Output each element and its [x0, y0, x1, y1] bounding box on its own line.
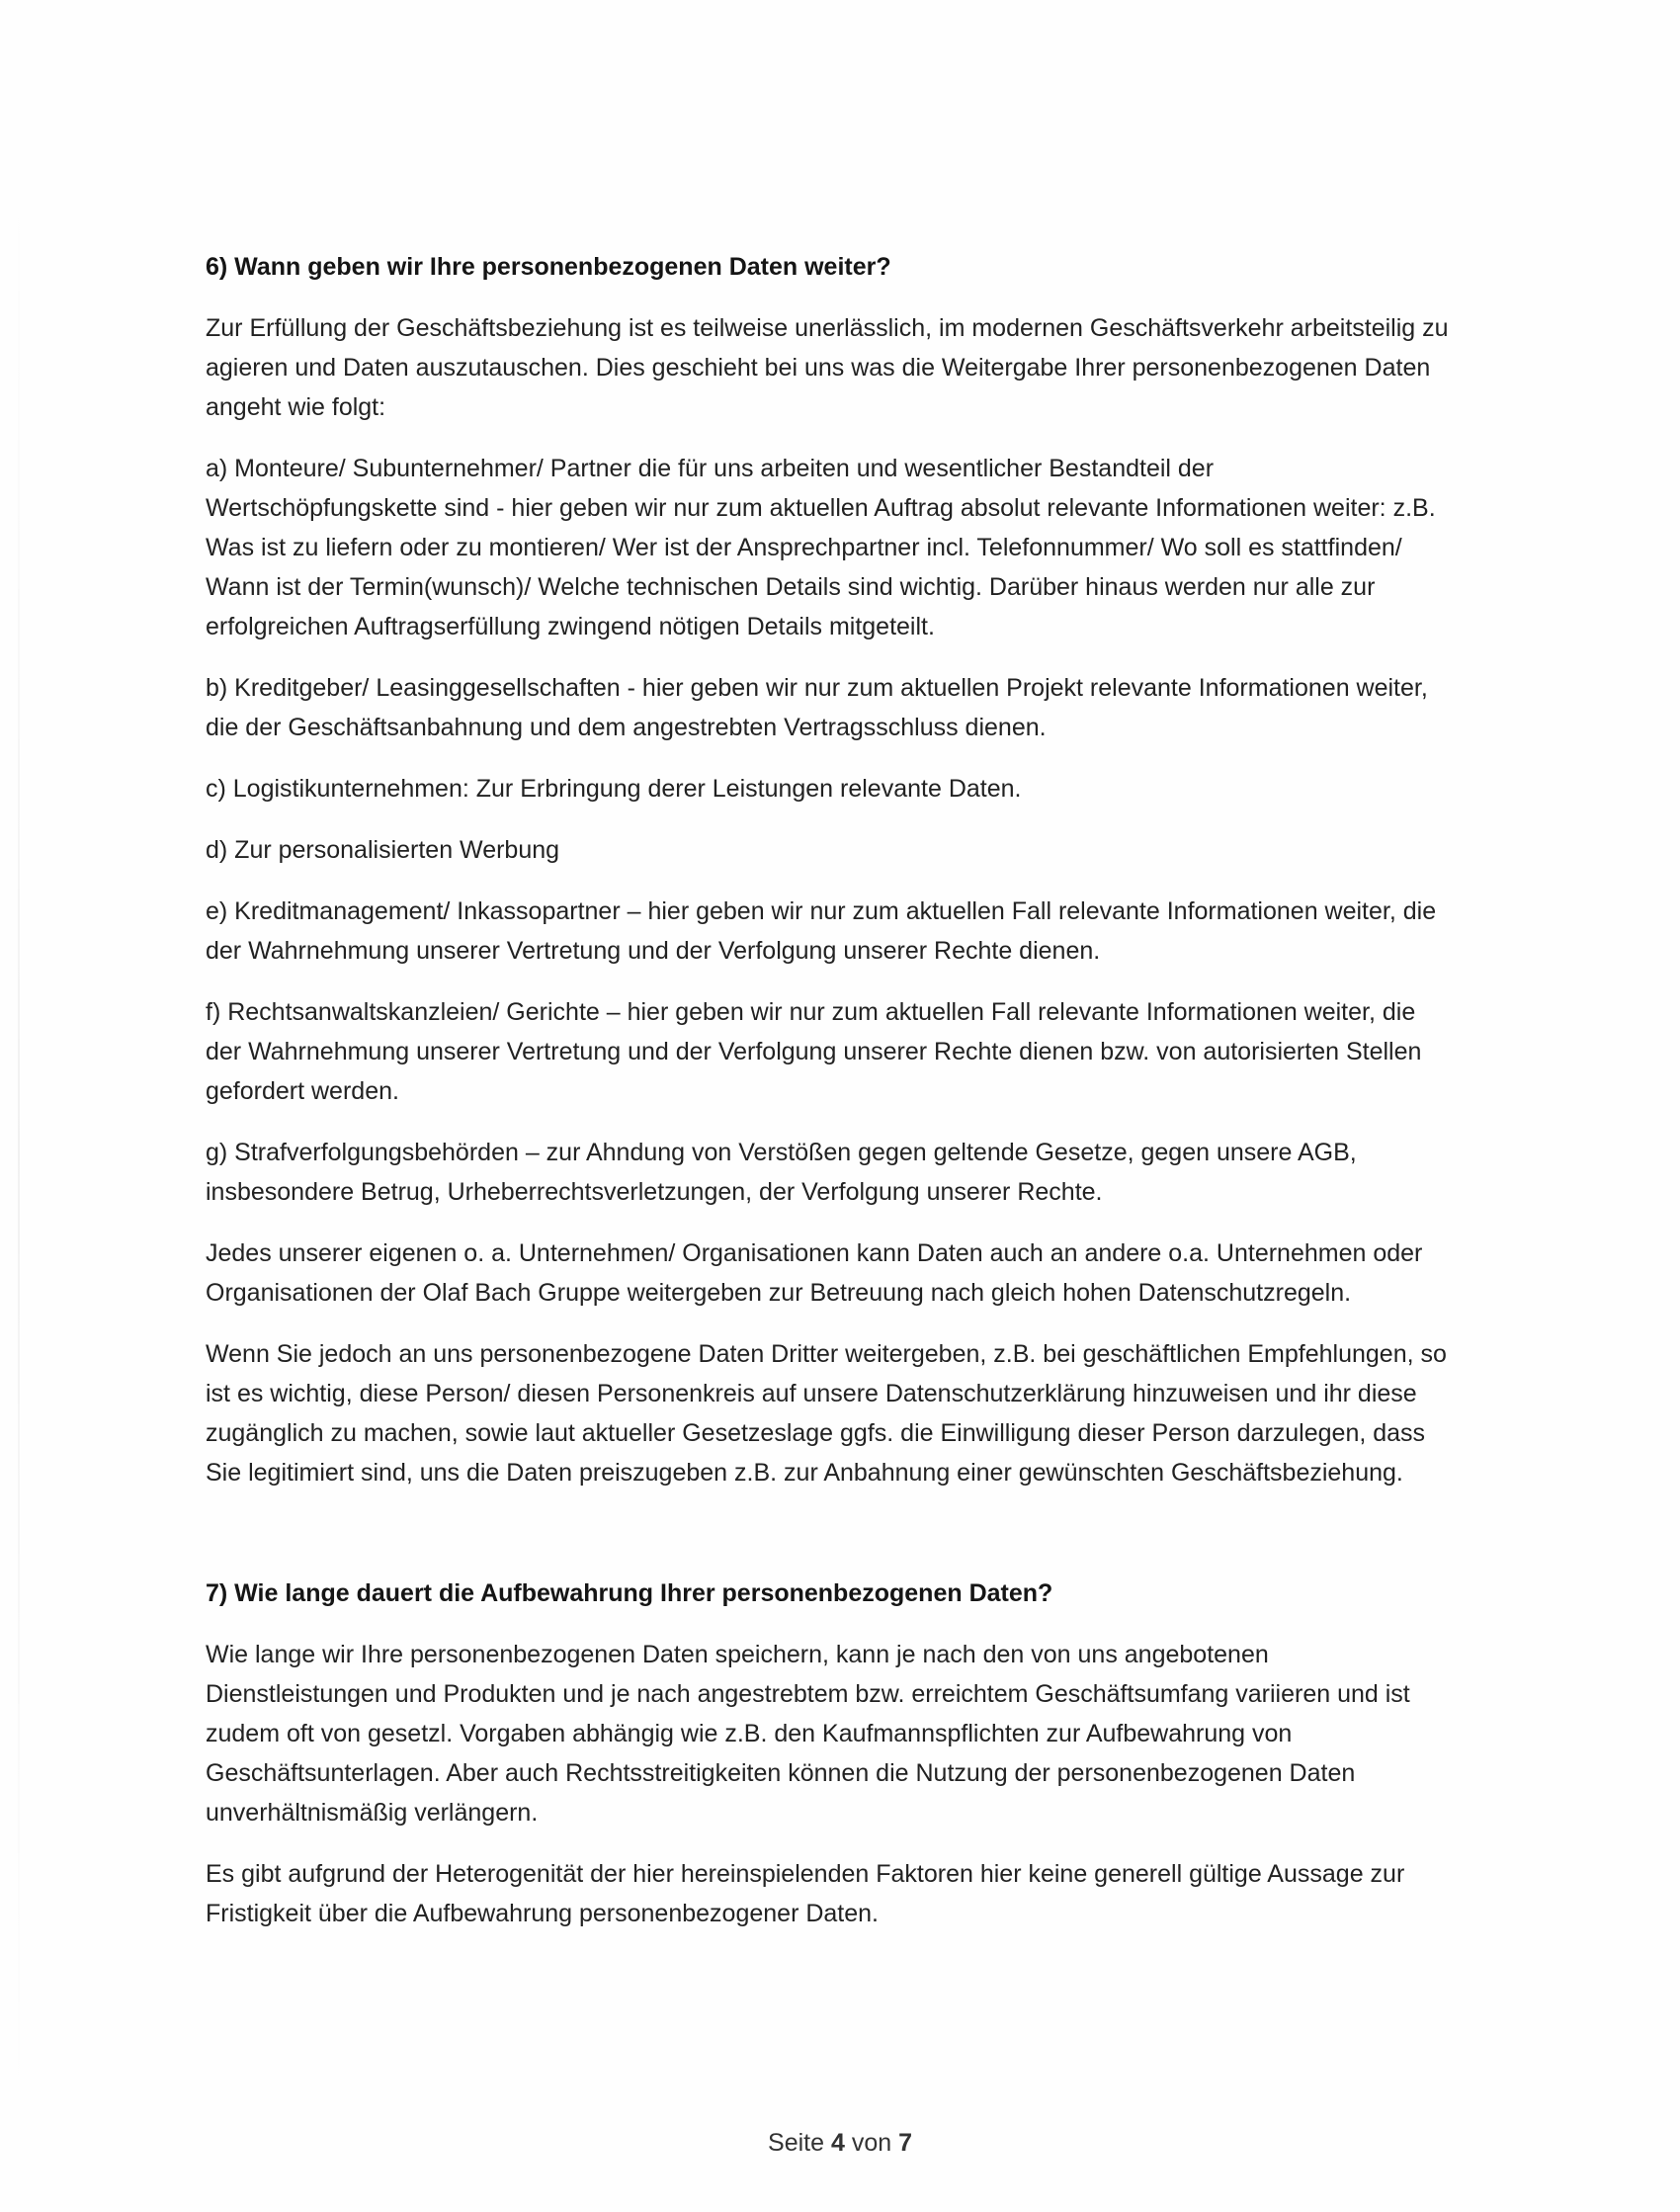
section-6-heading: 6) Wann geben wir Ihre personenbezogenen Daten weiter? — [206, 253, 891, 281]
list-item-e: e) Kreditmanagement/ Inkassopartner – hier geben wir nur zum aktuellen Fall relevante Informationen weiter, die der Wahrnehmung unserer Vertretung und der Verfolgung unserer Rechte dienen. — [206, 897, 1437, 965]
section-6-intro: Zur Erfüllung der Geschäftsbeziehung ist es teilweise unerlässlich, im modernen Geschäftsverkehr arbeitsteilig zu agieren und Daten auszutauschen. Dies geschieht bei uns was die Weitergabe Ihrer personenbezogenen Daten angeht wie folgt: — [206, 314, 1449, 421]
list-item-f: f) Rechtsanwaltskanzleien/ Gerichte – hier geben wir nur zum aktuellen Fall relevante Informationen weiter, die der Wahrnehmung unserer Vertretung und der Verfolgung unserer Rechte dienen bzw. von autorisierten Stellen gefordert werden. — [206, 998, 1422, 1105]
section-7-paragraph-1: Wie lange wir Ihre personenbezogenen Daten speichern, kann je nach den von uns angebotenen Dienstleistungen und Produkten und je nach angestrebtem bzw. erreichtem Geschäftsumfang variieren und ist zudem oft von gesetzl. Vorgaben abhängig wie z.B. den Kaufmannspflichten zur Aufbewahrung von Geschäftsunterlagen. Aber auch Rechtsstreitigkeiten können die Nutzung der personenbezogenen Daten unverhältnismäßig verlängern. — [206, 1641, 1410, 1827]
section-spacer — [206, 1514, 1451, 1574]
list-item-g: g) Strafverfolgungsbehörden – zur Ahndung von Verstößen gegen geltende Gesetze, gegen unsere AGB, insbesondere Betrug, Urheberrechtsverletzungen, der Verfolgung unserer Rechte. — [206, 1139, 1357, 1206]
section-7-heading: 7) Wie lange dauert die Aufbewahrung Ihrer personenbezogenen Daten? — [206, 1579, 1053, 1607]
group-note-paragraph: Jedes unserer eigenen o. a. Unternehmen/ Organisationen kann Daten auch an andere o.a. Unternehmen oder Organisationen der Olaf Bach Gruppe weitergeben zur Betreuung nach gleich hohen Datenschutzregeln. — [206, 1239, 1423, 1307]
list-item-d: d) Zur personalisierten Werbung — [206, 836, 560, 864]
page-content — [206, 247, 1451, 1955]
footer-total-pages: 7 — [898, 2129, 912, 2157]
footer-separator: von — [851, 2129, 892, 2157]
section-7-paragraph-2: Es gibt aufgrund der Heterogenität der hier hereinspielenden Faktoren hier keine generell gültige Aussage zur Fristigkeit über die Aufbewahrung personenbezogener Daten. — [206, 1860, 1405, 1927]
list-item-c: c) Logistikunternehmen: Zur Erbringung derer Leistungen relevante Daten. — [206, 775, 1022, 803]
page-footer — [0, 2129, 1680, 2158]
third-party-note-paragraph: Wenn Sie jedoch an uns personenbezogene Daten Dritter weitergeben, z.B. bei geschäftlichen Empfehlungen, so ist es wichtig, diese Person/ diesen Personenkreis auf unsere Datenschutzerklärung hinzuweisen und ihr diese zugänglich zu machen, sowie laut aktueller Gesetzeslage ggfs. die Einwilligung dieser Person darzulegen, dass Sie legitimiert sind, uns die Daten preiszugeben z.B. zur Anbahnung einer gewünschten Geschäftsbeziehung. — [206, 1340, 1447, 1487]
list-item-b: b) Kreditgeber/ Leasinggesellschaften - hier geben wir nur zum aktuellen Projekt relevante Informationen weiter, die der Geschäftsanbahnung und dem angestrebten Vertragsschluss dienen. — [206, 674, 1428, 741]
scan-edge — [18, 178, 20, 2115]
list-item-a: a) Monteure/ Subunternehmer/ Partner die für uns arbeiten und wesentlicher Bestandteil der Wertschöpfungskette sind - hier geben wir nur zum aktuellen Auftrag absolut relevante Informationen weiter: z.B. Was ist zu liefern oder zu montieren/ Wer ist der Ansprechpartner incl. Telefonnummer/ Wo soll es stattfinden/ Wann ist der Termin(wunsch)/ Welche technischen Details sind wichtig. Darüber hinaus werden nur alle zur erfolgreichen Auftragserfüllung zwingend nötigen Details mitgeteilt. — [206, 455, 1436, 640]
footer-current-page: 4 — [830, 2129, 845, 2157]
footer-prefix: Seite — [768, 2129, 824, 2157]
